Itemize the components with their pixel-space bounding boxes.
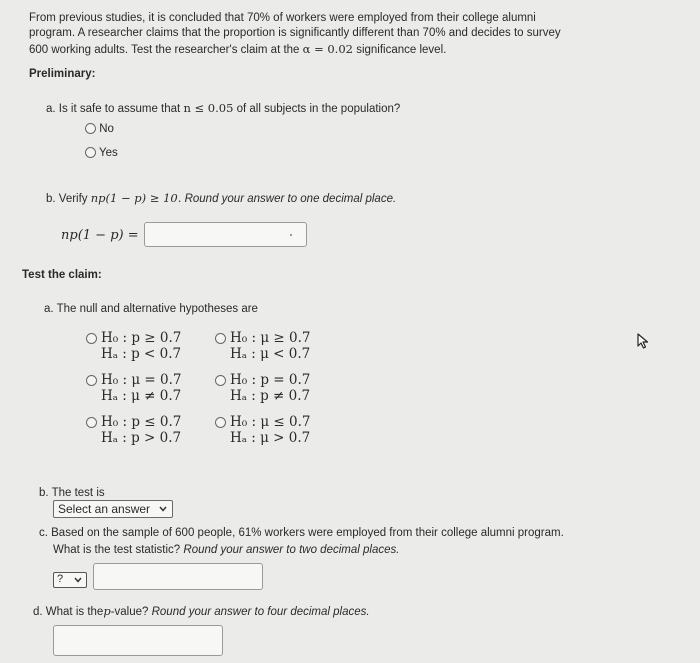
hyp-option-5[interactable]	[86, 414, 181, 446]
hyp-radio-6[interactable]	[215, 417, 226, 428]
hyp-option-6[interactable]	[215, 414, 310, 446]
hyp-radio-4[interactable]	[215, 375, 226, 386]
hyp-radio-5[interactable]	[86, 417, 97, 428]
test-d-question	[33, 604, 370, 618]
prelim-b-question	[46, 191, 396, 205]
hyp-option-4[interactable]	[215, 372, 310, 404]
p-value-input[interactable]	[53, 625, 223, 656]
test-c-line-2	[53, 544, 399, 556]
mouse-cursor-icon	[637, 333, 651, 349]
hyp-3-ha: Hₐ : μ ≠ 0.7	[101, 388, 182, 404]
prelim-a-question	[46, 101, 400, 115]
prelim-a-suffix: of all subjects in the population?	[236, 103, 401, 115]
test-stat-sign-select[interactable]	[53, 572, 87, 588]
test-stat-sign-value: ?	[57, 573, 64, 585]
hyp-4-ha: Hₐ : p ≠ 0.7	[230, 388, 311, 404]
hyp-2-h0: H₀ : μ ≥ 0.7	[230, 330, 311, 346]
intro-line-3-text: 600 working adults. Test the researcher's claim at the	[29, 44, 300, 56]
hyp-radio-1[interactable]	[86, 333, 97, 344]
chevron-down-icon	[159, 506, 167, 512]
test-type-select[interactable]	[53, 500, 173, 518]
hyp-radio-2[interactable]	[215, 333, 226, 344]
test-a-prompt: a. The null and alternative hypotheses are	[44, 303, 258, 315]
test-d-instruction: Round your answer to four decimal places.	[151, 606, 370, 618]
radio-yes[interactable]	[85, 147, 96, 158]
hyp-option-2[interactable]	[215, 330, 310, 362]
hyp-5-ha: Hₐ : p > 0.7	[101, 430, 182, 446]
test-c-question: What is the test statistic?	[53, 544, 181, 556]
intro-line-3-end: significance level.	[356, 44, 447, 56]
prelim-b-prefix: b. Verify	[46, 193, 88, 205]
test-c-line-1: c. Based on the sample of 600 people, 61% workers were employed from their college alumni program.	[39, 527, 564, 539]
test-c-instruction: Round your answer to two decimal places.	[183, 544, 400, 556]
alpha-value: α = 0.02	[302, 42, 353, 56]
npq-input[interactable]	[144, 222, 307, 247]
preliminary-heading: Preliminary:	[29, 68, 96, 80]
hyp-6-ha: Hₐ : μ > 0.7	[230, 430, 311, 446]
hyp-2-ha: Hₐ : μ < 0.7	[230, 346, 311, 362]
hyp-option-3[interactable]	[86, 372, 181, 404]
test-d-p: p	[103, 604, 111, 618]
hyp-option-1[interactable]	[86, 330, 181, 362]
hyp-1-h0: H₀ : p ≥ 0.7	[101, 330, 182, 346]
intro-line-3	[29, 42, 446, 56]
option-yes-label: Yes	[99, 147, 118, 159]
hyp-3-h0: H₀ : μ = 0.7	[101, 372, 182, 388]
radio-no[interactable]	[85, 123, 96, 134]
test-type-select-value: Select an answer	[58, 502, 151, 516]
intro-line-1: From previous studies, it is concluded that 70% of workers were employed from their college alumni	[29, 12, 536, 24]
prelim-b-input-label: np(1 − p) =	[61, 228, 139, 243]
intro-line-2: program. A researcher claims that the proportion is significantly different than 70% and decides to survey	[29, 27, 561, 39]
option-no-label: No	[99, 123, 114, 135]
hyp-1-ha: Hₐ : p < 0.7	[101, 346, 182, 362]
prelim-b-suffix: Round your answer to one decimal place.	[184, 193, 397, 205]
prelim-a-option-no[interactable]	[85, 123, 114, 135]
prelim-b-math: np(1 − p) ≥ 10.	[90, 191, 182, 205]
chevron-down-icon	[74, 577, 82, 583]
hyp-6-h0: H₀ : μ ≤ 0.7	[230, 414, 311, 430]
test-statistic-input[interactable]	[93, 563, 263, 590]
hyp-5-h0: H₀ : p ≤ 0.7	[101, 414, 182, 430]
test-b-prompt: b. The test is	[39, 487, 105, 499]
prelim-a-math: n ≤ 0.05	[183, 101, 234, 115]
input-dot	[290, 234, 292, 236]
hyp-4-h0: H₀ : p = 0.7	[230, 372, 311, 388]
test-d-mid: -value?	[110, 606, 149, 618]
prelim-a-prefix: a. Is it safe to assume that	[46, 103, 181, 115]
hyp-radio-3[interactable]	[86, 375, 97, 386]
test-d-prefix: d. What is the	[33, 606, 104, 618]
test-heading: Test the claim:	[22, 269, 102, 281]
prelim-a-option-yes[interactable]	[85, 147, 118, 159]
